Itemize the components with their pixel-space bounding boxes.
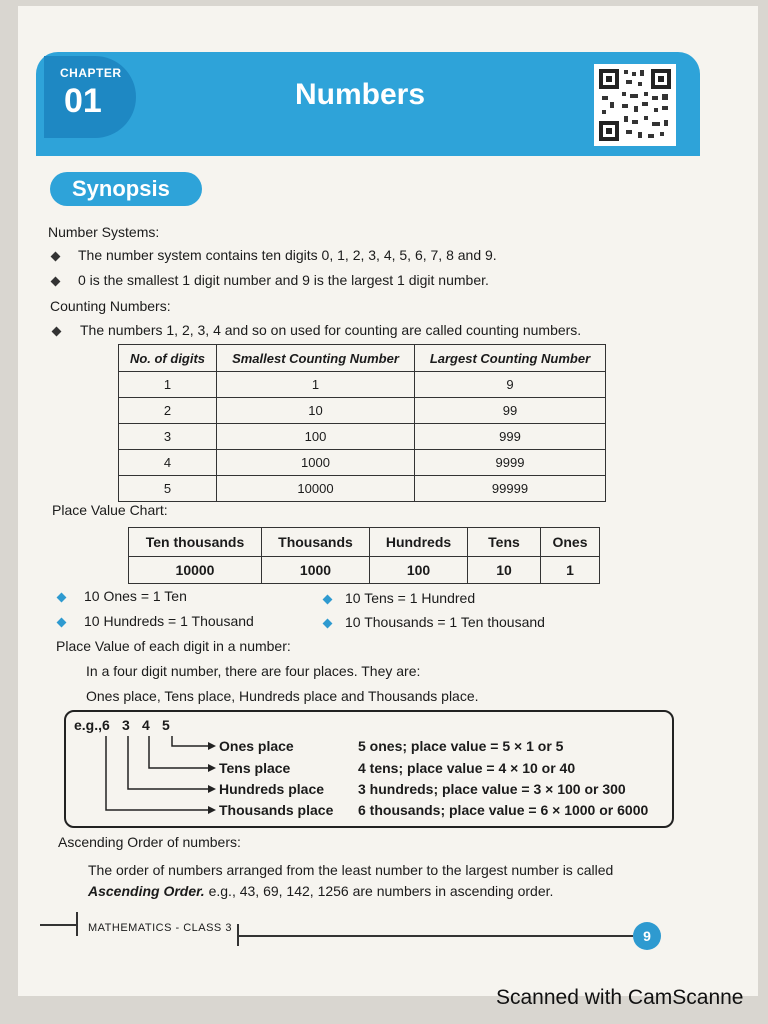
counting-numbers-heading: Counting Numbers: [50,298,171,314]
ascending-example: e.g., 43, 69, 142, 1256 are numbers in ascending order. [208,883,554,899]
table-header-cell: Smallest Counting Number [217,345,415,372]
table-cell: 2 [119,398,217,424]
example-value: 5 ones; place value = 5 × 1 or 5 [358,738,564,754]
scanner-watermark: Scanned with CamScanne [496,986,744,1009]
example-place: Thousands place [219,802,334,818]
footer-divider [40,924,76,926]
example-digit: 3 [122,717,130,733]
example-value: 3 hundreds; place value = 3 × 100 or 300 [358,781,626,797]
footer-divider [76,912,78,936]
example-place: Tens place [219,760,291,776]
table-cell: 100 [217,424,415,450]
table-header-cell: Thousands [262,528,370,557]
ascending-line-1: The order of numbers arranged from the least number to the largest number is called [88,862,614,878]
page-title: Numbers [294,78,426,111]
example-value: 6 thousands; place value = 6 × 1000 or 6000 [358,802,649,818]
table-header-cell: No. of digits [119,345,217,372]
example-place: Ones place [219,738,294,754]
example-digit: 4 [142,717,150,733]
place-value-digit-line-1: In a four digit number, there are four places. They are: [86,663,421,679]
table-cell: 1 [541,557,600,584]
table-cell: 10 [217,398,415,424]
table-cell: 9999 [415,450,606,476]
table-header-cell: Ten thousands [129,528,262,557]
number-systems-heading: Number Systems: [48,224,160,240]
table-cell: 5 [119,476,217,502]
conversion-4: 10 Thousands = 1 Ten thousand [345,614,545,630]
example-prefix: e.g., [74,717,103,733]
ascending-line-2 [88,883,553,899]
page-number: 9 [633,922,661,950]
place-value-chart-heading: Place Value Chart: [52,502,168,518]
number-systems-bullet-2: 0 is the smallest 1 digit number and 9 is the largest 1 digit number. [78,272,489,288]
conversion-1: 10 Ones = 1 Ten [84,588,187,604]
table-cell: 1000 [217,450,415,476]
example-digit: 5 [162,717,170,733]
table-cell: 1000 [262,557,370,584]
counting-numbers-bullet: The numbers 1, 2, 3, 4 and so on used for counting are called counting numbers. [80,322,582,338]
conversion-3: 10 Hundreds = 1 Thousand [84,613,254,629]
table-cell: 1 [217,372,415,398]
place-value-digit-heading: Place Value of each digit in a number: [56,638,291,654]
place-value-digit-line-2: Ones place, Tens place, Hundreds place and Thousands place. [86,688,479,704]
ascending-term: Ascending Order. [88,883,205,899]
table-cell: 10000 [129,557,262,584]
table-cell: 99999 [415,476,606,502]
example-digit: 6 [102,717,110,733]
synopsis-label: Synopsis [50,172,202,206]
footer-subject: MATHEMATICS - CLASS 3 [88,922,232,934]
table-cell: 3 [119,424,217,450]
table-cell: 100 [370,557,468,584]
table-cell: 10 [468,557,541,584]
table-cell: 1 [119,372,217,398]
table-cell: 4 [119,450,217,476]
conversion-2: 10 Tens = 1 Hundred [345,590,476,606]
table-header-cell: Hundreds [370,528,468,557]
table-header-cell: Tens [468,528,541,557]
table-header-cell: Largest Counting Number [415,345,606,372]
example-place: Hundreds place [219,781,325,797]
example-value: 4 tens; place value = 4 × 10 or 40 [358,760,576,776]
table-header-cell: Ones [541,528,600,557]
table-cell: 99 [415,398,606,424]
number-systems-bullet-1: The number system contains ten digits 0, 1, 2, 3, 4, 5, 6, 7, 8 and 9. [78,247,497,263]
chapter-label: CHAPTER [60,66,122,80]
table-cell: 9 [415,372,606,398]
table-cell: 999 [415,424,606,450]
chapter-number: 01 [64,82,102,120]
footer-divider [239,935,633,937]
ascending-heading: Ascending Order of numbers: [58,834,241,850]
table-cell: 10000 [217,476,415,502]
